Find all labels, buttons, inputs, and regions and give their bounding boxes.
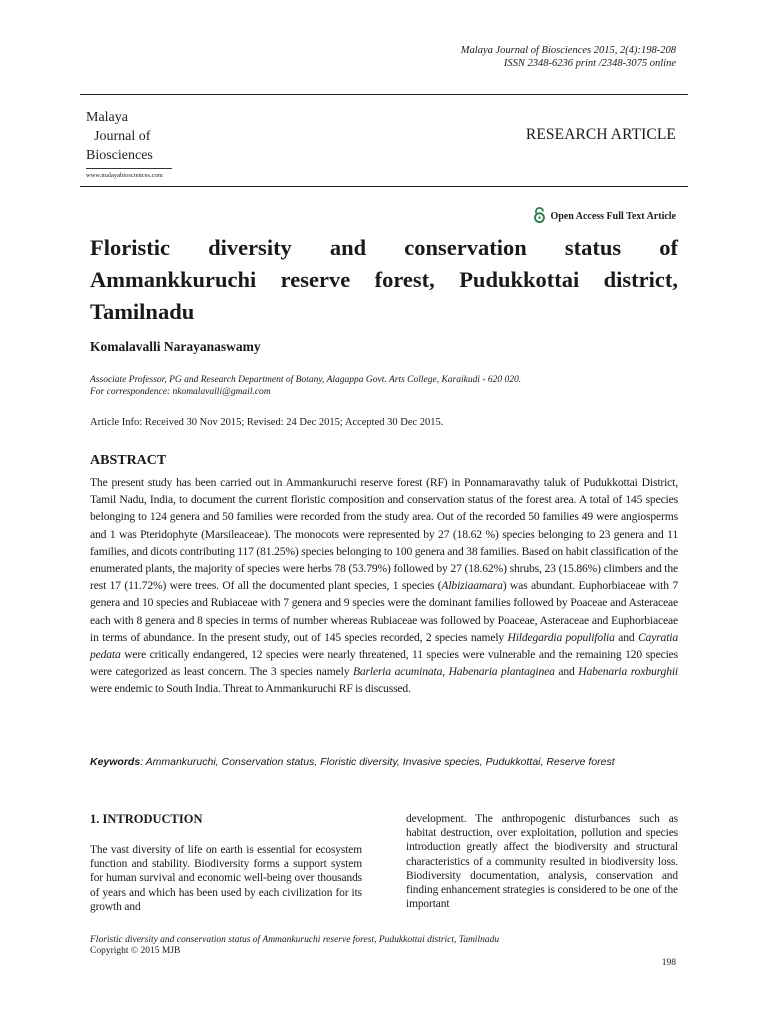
abstract-run-4: were critically endangered, 12 species were nearly threatened, 11 species were vulnerable and the remaining 120 species were categorized as least concern. The 3 species namely (90, 648, 678, 679)
species-name: Cayratia pedata (90, 630, 678, 662)
logo-line3: Biosciences (86, 148, 153, 163)
species-name: Albiziaamara (441, 579, 503, 593)
abstract-run-7: were endemic to South India. Threat to Ammankuruchi RF is discussed. (90, 682, 411, 696)
abstract-run-1: The present study has been carried out in Ammankuruchi reserve forest (RF) in Ponnamaravathy taluk of Pudukkottai District, Tamil Nadu, India, to document the current floristic composition and conservation status of the forest area. A total of 145 species belonging to 124 genera and 50 families were recorded from the study area. Out of the recorded 50 families 49 were angiosperms and 1 was Pteridophyte (Marsileaceae). The monocots were represented by 27 (18.62 %) species belonging to 23 genera and 11 families, and dicots contributing 117 (81.25%) species belonging to 100 genera and 38 families. Based on habit classification of the enumerated plants, the majority of species were herbs 78 (53.79%) followed by 27 (18.62%) shrubs, 23 (15.86%) climbers and the rest 17 (11.72%) were trees. Of all the documented plant species, 1 species ( (90, 476, 678, 593)
introduction-text-left: The vast diversity of life on earth is essential for ecosystem function and stability. Biodiversity forms a support system for human survival and economic well-being over thousands of years and which has been used by each civilization for its growth and (90, 844, 362, 913)
introduction-text-right: development. The anthropogenic disturbances such as habitat destruction, over exploitation, pollution and species introduction greatly affect the biodiversity and structural characteristics of a community resulted in biodiversity loss. Biodiversity documentation, analysis, conservation and finding enhancement strategies is considered to be one of the important (406, 813, 678, 911)
species-name: Barleria acuminata (352, 665, 443, 679)
abstract-heading: ABSTRACT (90, 453, 167, 468)
species-name: Habenaria plantaginea (448, 665, 555, 679)
affiliation-text: Associate Professor, PG and Research Department of Botany, Alagappa Govt. Arts College, Karaikudi - 620 020. (90, 375, 522, 385)
correspondence-email[interactable]: For correspondence: nkomalavalli@gmail.com (90, 386, 271, 397)
footer-copyright: Copyright © 2015 MJB (90, 946, 181, 956)
open-access-label: Open Access Full Text Article (550, 211, 676, 222)
keywords (90, 755, 678, 770)
page-number: 198 (661, 958, 676, 968)
footer-running-title: Floristic diversity and conservation status of Ammankuruchi reserve forest, Pudukkottai district, Tamilnadu (90, 935, 500, 945)
body-column-right (406, 812, 678, 911)
abstract-run-6: and (554, 665, 579, 679)
journal-citation (461, 44, 676, 70)
abstract-run-3: and (614, 630, 638, 644)
logo-line1: Malaya (86, 110, 128, 125)
open-access-badge (532, 207, 676, 226)
article-title: Floristic diversity and conservation status of Ammankkuruchi reserve forest, Pudukkottai district, Tamilnadu (90, 235, 678, 324)
article-type-label: RESEARCH ARTICLE (525, 126, 676, 143)
section-heading-introduction: 1. INTRODUCTION (90, 812, 203, 826)
header-rule-top (80, 94, 688, 95)
body-column-left (90, 812, 362, 914)
abstract-run-2: ) was abundant. Euphorbiaceae with 7 genera and 10 species and Rubiaceae with 7 genera and 9 species were the dominant families followed by Poaceae and Asteraceae each with 8 genera and 8 species in terms of number whereas Rubiaceae was followed by Poaceae, Asteraceae and Euphorbiaceae in terms of abundance. In the present study, out of 145 species recorded, 2 species namely (90, 579, 678, 644)
article-info: Article Info: Received 30 Nov 2015; Revised: 24 Dec 2015; Accepted 30 Dec 2015. (90, 417, 444, 428)
journal-url-link[interactable]: www.malayabiosciences.com (86, 172, 163, 179)
abstract-text (90, 474, 678, 698)
keywords-list: : Ammankuruchi, Conservation status, Floristic diversity, Invasive species, Pudukkottai, Reserve forest (140, 756, 615, 768)
journal-logo (86, 108, 196, 180)
author-affiliation (90, 375, 650, 398)
species-name: Hildegardia populifolia (507, 630, 615, 644)
logo-divider (86, 168, 172, 169)
journal-issn-line: ISSN 2348-6236 print /2348-3075 online (503, 58, 676, 69)
journal-citation-line1: Malaya Journal of Biosciences 2015, 2(4):198-208 (460, 45, 676, 56)
species-name: Habenaria roxburghii (578, 665, 678, 679)
logo-line2: Journal of (94, 129, 151, 144)
keywords-label: Keywords (90, 756, 141, 768)
header-rule-bottom (80, 186, 688, 187)
abstract-run-5: , (442, 665, 449, 679)
open-access-icon (532, 207, 547, 226)
author-name: Komalavalli Narayanaswamy (90, 339, 261, 354)
